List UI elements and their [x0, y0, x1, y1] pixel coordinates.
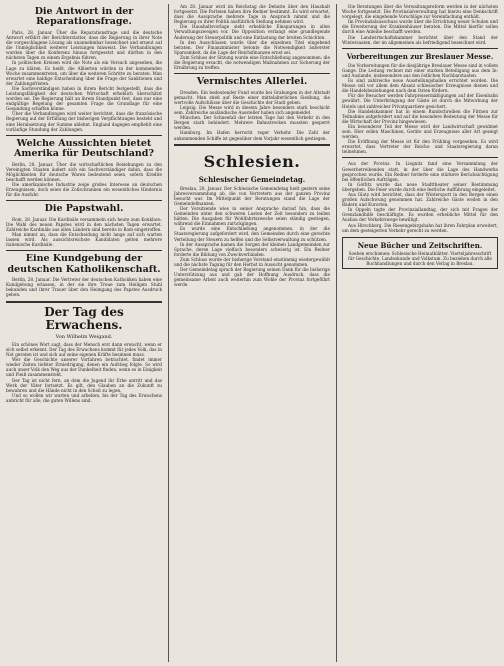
headline-misc: Vermischtes Allerlei. [196, 76, 308, 88]
headline-fair: Vorbereitungen zur Breslauer Messe. [346, 51, 494, 61]
article-paragraph: Hamburg. Im Hafen herrscht reger Verkehr. Die Zahl der ankommenden Schiffe ist gegenüber dem Vorjahr wesentlich gestiegen. [174, 130, 330, 141]
column-left [6, 4, 162, 662]
advertisement-box [342, 237, 498, 269]
article-paragraph: Die Vorbereitungen für die diesjährige Breslauer Messe sind in vollem Gange. Die Leitung rechnet mit einer starken Beteiligung aus dem In- und Auslande, insbesondere aus den östlichen Nachbarstaaten. [342, 62, 498, 78]
article-paragraph: Zum Schluss der Sitzung wurde eine Entschließung angenommen, die die Regierung ersucht, die notwendigen Maßnahmen zur Sicherung der Ernährung zu treffen. [174, 54, 330, 71]
article-paragraph: Am 28. Januar wird im Reichstag die Debatte über den Haushalt fortgesetzt. Die Parteien haben ihre Redner bestimmt. Es wird erwartet, dass die Aussprache mehrere Tage in Anspruch nimmt und die Regierung zu ihrer Politik ausführlich Stellung nehmen wird. [174, 4, 330, 25]
article-paragraph: In politischen Kreisen wird die Note als ein Versuch angesehen, die Lage zu klären. Es heißt, die Alliierten würden in der kommenden Woche zusammentreten, um über die weiteren Schritte zu beraten. Man erwartet eine baldige Entscheidung über die Frage der Sanktionen und der Zahlungsfristen. [6, 60, 162, 86]
article-paragraph: Die amerikanische Industrie zeige großes Interesse an deutschen Erzeugnissen, doch seien die Zollschranken ein wesentliches Hindernis für die Ausfuhr. [6, 182, 162, 198]
article-paragraph: Die Handelskammer hat in einem Rundschreiben die Firmen zur Teilnahme aufgefordert und auf die besondere Bedeutung der Messe für die Wirtschaft der Provinz hingewiesen. [342, 108, 498, 124]
article-paragraph: Und so wollen wir warten und arbeiten, bis der Tag des Erwachens anbricht für alle, die guten Willens sind. [6, 392, 162, 403]
article-paragraph: Die Eröffnung der Messe ist für den Frühling vorgesehen. Es wird erwartet, dass Vertreter der Reichs- und Staatsregierung daran teilnehmen. [342, 139, 498, 155]
divider [342, 48, 498, 49]
article-paragraph: Berlin, 28. Januar. Über die wirtschaftlichen Beziehungen zu den Vereinigten Staaten äußert sich ein Sachverständiger dahin, dass die Möglichkeiten für deutsche Waren bedeutend seien, sofern Kredite beschafft werden können. [6, 161, 162, 182]
article-paragraph: Berlin, 28. Januar. Die Vertreter der deutschen Katholiken haben eine Kundgebung erlassen, in der sie ihre Treue zum Heiligen Stuhl bekunden und ihrer Trauer über den Heimgang des Papstes Ausdruck geben. [6, 277, 162, 298]
article-paragraph: Dresden. Ein bedeutender Fund wurde bei Grabungen in der Altstadt gemacht. Man stieß auf Reste einer mittelalterlichen Siedlung, die wertvolle Aufschlüsse über die Geschichte der Stadt geben. [174, 89, 330, 105]
advertisement-title: Neue Bücher und Zeitschriften. [357, 240, 483, 250]
column-middle [168, 4, 330, 662]
headline-america: Welche Aussichten bietet Amerika für Deutschland? [14, 137, 154, 160]
article-paragraph: Ein besonderer Teil der Messe wird der Landwirtschaft gewidmet sein. Hier sollen Maschinen, Geräte und Erzeugnisse aller Art gezeigt werden. [342, 123, 498, 140]
divider [174, 73, 330, 74]
article-paragraph: Die Haushaltsvorlage sieht erhebliche Einsparungen in allen Verwaltungszweigen vor. Die Opposition verlangt eine grundlegende Änderung der Steuerpolitik und eine Entlastung der breiten Schichten. [174, 24, 330, 40]
byline: Von Wilhelm Weigand. [55, 333, 113, 340]
section-title-schlesien: Schlesien. [203, 151, 301, 171]
article-paragraph: Aus Hirschberg. Die Riesengebirgsbahn hat ihren Fahrplan erweitert, um dem gesteigerten Verkehr gerecht zu werden. [342, 222, 498, 233]
article-paragraph: Ein schönes Wort sagt, dass der Mensch erst dann erwacht, wenn er sich selbst erkennt. Der Tag des Erwachens kommt für jedes Volk, das in Not geraten ist und sich auf seine eigenen Kräfte besinnen muss. [6, 341, 162, 358]
article-paragraph: Es sind zahlreiche neue Ausstellungshallen errichtet worden. Die Messe soll vor allem dem Absatz schlesischer Erzeugnisse dienen und die Handelsbeziehungen nach dem Osten fördern. [342, 78, 498, 94]
article-paragraph: Die Landwirtschaftskammer berichtet über den Stand der Wintersaaten, der im allgemeinen als befriedigend bezeichnet wird. [342, 34, 498, 45]
column-right [336, 4, 498, 662]
article-paragraph: Man nimmt an, dass die Entscheidung nicht lange auf sich warten lassen wird. Als aussichtsreichste Kandidaten gelten mehrere italienische Kardinäle. [6, 232, 162, 248]
article-paragraph: In der Aussprache kamen die Sorgen der kleinen Landgemeinden zur Sprache, deren Lage vielfach besonders schwierig ist. Ein Redner forderte die Bildung von Zweckverbänden. [174, 241, 330, 257]
article-paragraph: Wer die Geschichte unserer Vorfahren betrachtet, findet immer wieder Zeiten tiefster Erniedrigung, denen ein Aufstieg folgte. So wird auch unser Volk den Weg aus der Dunkelheit finden, wenn es in Einigkeit und Fleiß zusammensteht. [6, 357, 162, 378]
divider [6, 250, 162, 251]
article-paragraph: Der Vorsitzende wies in seiner Ansprache darauf hin, dass die Gemeinden unter den schweren Lasten der Zeit besonders zu leiden hätten. Die Ausgaben für Wohlfahrtszwecke seien ständig gestiegen, während die Einnahmen zurückgingen. [174, 205, 330, 227]
divider [342, 157, 498, 158]
divider [6, 135, 162, 136]
article-paragraph: Im Provinzialausschuss wurde über die Errichtung neuer Schulen und die Erweiterung der Krankenhäuser beraten. Die Mittel hierfür sollen durch eine Anleihe beschafft werden. [342, 19, 498, 35]
article-paragraph: In den Ausschüssen wurde über die einzelnen Titel eingehend beraten. Der Finanzminister betonte die Notwendigkeit äußerster Sparsamkeit, da die Lage der Reichsfinanzen ernst sei. [174, 39, 330, 55]
advertisement-text: Soeben erschienen: Schlesische Heimatblätter. Vierteljahresschrift für Geschichte, Landeskunde und Volkstum. Zu beziehen durch alle Buchhandlungen und durch den Verlag in Breslau. [348, 250, 492, 266]
headline-catholics: Eine Kundgebung der deutschen Katholikenschaft. [7, 253, 161, 275]
article-paragraph: Breslau, 28. Januar. Der Schlesische Gemeindetag hielt gestern seine Jahresversammlung ab, die von Vertretern aus der ganzen Provinz besucht war. Im Mittelpunkt der Beratungen stand die Lage der Gemeindefinanzen. [174, 185, 330, 206]
article-paragraph: Der Gemeindetag sprach der Regierung seinen Dank für die bisherige Unterstützung aus und gab der Hoffnung Ausdruck, dass die gemeinsame Arbeit auch weiterhin zum Wohle der Provinz fortgeführt werde. [174, 267, 330, 288]
article-paragraph: Die Sachverständigen haben in ihrem Bericht festgestellt, dass die Leistungsfähigkeit der deutschen Wirtschaft erheblich überschätzt worden sei. Die Regierung hält an ihrem Standpunkt fest, dass nur eine endgültige Regelung der gesamten Frage die Grundlage für eine Gesundung schaffen könne. [6, 85, 162, 112]
headline-municipal-day: Schlesischer Gemeindetag. [198, 174, 306, 184]
divider [174, 144, 330, 146]
divider [6, 200, 162, 201]
headline-awakening: Der Tag des Erwachens. [44, 304, 124, 332]
article-paragraph: Rom, 28. Januar. Die Kardinäle versammeln sich heute zum Konklave. Die Wahl des neuen Papstes wird in den nächsten Tagen erwartet. Zahlreiche Kardinäle aus allen Ländern sind bereits in Rom eingetroffen. [6, 216, 162, 232]
article-paragraph: München. Der Schneefall der letzten Tage hat den Verkehr in den Bergen stark behindert. Mehrere Bahnstrecken mussten gesperrt werden. [174, 115, 330, 131]
article-paragraph: In Görlitz wurde das neue Stadttheater seiner Bestimmung übergeben. Die Feier wurde durch eine festliche Aufführung eingeleitet. [342, 181, 498, 192]
article-paragraph: Über die Verhandlungen wird weiter berichtet, dass die französische Regierung auf der Erfüllung der bisherigen Verpflichtungen besteht und eine Herabsetzung der Summe ablehnt. England dagegen empfiehlt eine vorläufige Stundung der Zahlungen. [6, 111, 162, 132]
article-paragraph: Aus der Provinz. In Liegnitz fand eine Versammlung der Gewerbetreibenden statt, in der über die Lage des Handwerks gesprochen wurde. Ein Redner forderte eine stärkere Berücksichtigung bei öffentlichen Aufträgen. [342, 161, 498, 182]
article-paragraph: Für die Besucher werden Fahrpreisermäßigungen auf der Eisenbahn gewährt. Die Unterbringung der Gäste ist durch die Mitwirkung der Hotels und zahlreicher Privatquartiere gesichert. [342, 93, 498, 109]
article-paragraph: Der Tag ist nicht fern, an dem die Jugend ihr Erbe antritt und das Werk der Väter fortsetzt. Es gilt, den Glauben an die Zukunft zu bewahren und die Hände nicht in den Schoß zu legen. [6, 377, 162, 393]
article-paragraph: Es wurde eine Entschließung angenommen, in der die Staatsregierung aufgefordert wird, den Gemeinden durch eine gerechte Verteilung der Steuern zu helfen und die Selbstverwaltung zu schützen. [174, 226, 330, 242]
headline-reparations: Die Antwort in der Reparationsfrage. [34, 6, 134, 28]
article-paragraph: Paris, 28. Januar. Über die Reparationsfrage und die deutsche Antwort erfährt der Berichterstatter, dass die Regierung in ihrer Note die vorgeschlagene Lösung als unannehmbar bezeichnet und erneut auf die Unmöglichkeit weiterer Leistungen hinweist. Die Verhandlungen wurden über die Konferenz hinaus fortgesetzt und dürften in den nächsten Tagen zu einem Ergebnis führen. [6, 29, 162, 61]
headline-papal-election: Die Papstwahl. [44, 203, 124, 215]
article-paragraph: Leipzig. Die Messe wird in diesem Jahre besonders stark beschickt sein. Zahlreiche ausländische Aussteller haben sich angemeldet. [174, 104, 330, 116]
article-paragraph: In Oppeln tagte der Provinziallandtag, der sich mit Fragen der Grenzlandhilfe beschäftigte. Es wurden erhebliche Mittel für den Ausbau der Verkehrswege bewilligt. [342, 207, 498, 223]
article-paragraph: Die Beratungen über die Verwaltungsreform werden in der nächsten Woche fortgesetzt. Die Provinzialverwaltung hat hierzu eine Denkschrift vorgelegt, die eingehende Vorschläge zur Vereinfachung enthält. [342, 4, 498, 20]
article-paragraph: Zum Schluss wurde der bisherige Vorstand einstimmig wiedergewählt und die nächste Tagung für den Herbst in Aussicht genommen. [174, 256, 330, 267]
article-paragraph: Aus Glatz wird berichtet, dass der Wintersport in den Bergen einen großen Aufschwung genommen hat. Zahlreiche Gäste weilen in den Bädern und Kurorten. [342, 192, 498, 208]
divider [6, 301, 162, 303]
